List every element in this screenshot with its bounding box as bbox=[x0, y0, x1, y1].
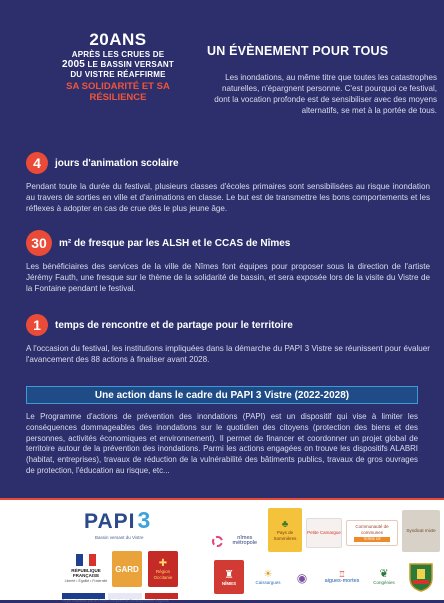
section-title: temps de rencontre et de partage pour le territoire bbox=[55, 319, 293, 331]
gard-logo bbox=[112, 551, 142, 587]
anniversary-block bbox=[44, 30, 192, 103]
petite-camargue-label: Petite Camargue bbox=[307, 530, 341, 536]
section-text: Pendant toute la durée du festival, plusieurs classes d'écoles primaires sont sensibilisées au risque inondation au travers de sorties en ville et d'animations en classe. Le but est de transmettre les bons comportements et les réflexes à adopter en cas de crue dès le plus jeune âge. bbox=[26, 182, 430, 213]
number-badge: 1 bbox=[26, 314, 48, 336]
papi-description: Le Programme d'actions de prévention des inondations (PAPI) est un dispositif qui vise à limiter les conséquences dommageables des inondations sur le quotidien des citoyens (protection des biens et des personnes, activités économiques et environnement). Il permet de financer et coordonner un projet global de territoire autour de la prévention des inondations. Parmi les actions engagées on trouve les dispositifs ALABRI (habitat, entreprises), travaux de réduction de la vulnérabilité des bâtiments publics, travaux de gros ouvrages de protection, l'éducation au risque, etc... bbox=[26, 412, 418, 475]
partner-logos-footer bbox=[0, 498, 444, 603]
section-text: Les bénéficiaires des services de la ville de Nîmes font équipes pour proposer sous la direction de l'artiste Jérémy Fauth, une fresque sur le thème de la solidarité de bassin, et sera exposée lors de la visite du Vistre de la Fontaine pendant le festival. bbox=[26, 262, 430, 293]
header-line-2: 2005 LE BASSIN VERSANT bbox=[61, 59, 174, 70]
communaute-communes-logo bbox=[346, 520, 398, 546]
occitanie-label: Région Occitanie bbox=[153, 569, 173, 580]
eu-caption: Projet cofinancé par le Fonds Européen de Développement Régional bbox=[62, 599, 169, 603]
papi-banner bbox=[26, 386, 418, 404]
event-text: Les inondations, au même titre que toutes les catastrophes naturelles, n'épargnent personne. C'est pourquoi ce festival, dont la vocation profonde est de sensibiliser avec des moyens alternatifs, se met à la portée de tous. bbox=[214, 73, 437, 115]
section-school-days bbox=[26, 152, 430, 214]
pays-sommieres-logo bbox=[268, 508, 302, 552]
leaf-icon: ❦ bbox=[379, 567, 389, 580]
papi-wordmark: PAPI bbox=[84, 510, 136, 533]
section-title: jours d'animation scolaire bbox=[55, 157, 179, 169]
nimes-metropole-logo bbox=[212, 528, 264, 554]
number-badge: 4 bbox=[26, 152, 48, 174]
com-com-bar: TERRE DE CAMARGUE bbox=[354, 537, 390, 542]
municipal-circle-logo bbox=[290, 564, 314, 592]
republique-francaise-logo bbox=[62, 548, 110, 590]
years-heading: 20ANS bbox=[89, 30, 147, 49]
dotted-ring-icon bbox=[212, 536, 223, 547]
papi3-logo bbox=[84, 507, 150, 534]
occitanie-cross-icon: ✚ bbox=[158, 558, 168, 569]
french-flag-icon bbox=[76, 554, 96, 566]
town-crest-logo bbox=[404, 558, 438, 596]
circle-emblem-icon: ◉ bbox=[296, 571, 308, 585]
number-badge: 30 bbox=[26, 230, 52, 256]
crocodile-icon: ♜ bbox=[224, 568, 234, 581]
header-line-1: APRÈS LES CRUES DE bbox=[71, 50, 165, 59]
com-com-label: Communauté de communes bbox=[355, 524, 389, 535]
year-number: 2005 bbox=[61, 59, 86, 70]
aigues-mortes-label: aigues-mortes bbox=[324, 577, 360, 584]
gard-label: GARD bbox=[115, 564, 139, 574]
sun-icon: ☀ bbox=[263, 568, 273, 580]
rf-motto: Liberté • Égalité • Fraternité bbox=[64, 578, 108, 583]
tree-icon: ♣ bbox=[281, 519, 289, 530]
nimes-label: NÎMES bbox=[221, 580, 237, 586]
vistre-syndicate-logo bbox=[402, 510, 440, 552]
shield-icon bbox=[408, 562, 434, 592]
papi-subtitle: Bassin versant du Vistre bbox=[95, 535, 144, 540]
event-intro bbox=[205, 44, 437, 116]
solidarity-heading: SA SOLIDARITÉ ET SA RÉSILIENCE bbox=[66, 81, 170, 103]
tower-icon: ♖ bbox=[338, 569, 346, 579]
section-title: m² de fresque par les ALSH et le CCAS de Nîmes bbox=[59, 237, 291, 249]
section-meeting bbox=[26, 314, 430, 365]
event-title: UN ÉVÈNEMENT POUR TOUS bbox=[207, 44, 389, 58]
congenies-logo bbox=[370, 558, 398, 594]
aigues-mortes-logo bbox=[322, 564, 362, 590]
sommieres-label: Pays de Sommières bbox=[273, 530, 297, 541]
petite-camargue-logo bbox=[306, 518, 342, 548]
papi-number: 3 bbox=[137, 507, 151, 533]
header-line-3: DU VISTRE RÉAFFIRME bbox=[70, 70, 166, 79]
caissargues-logo bbox=[254, 560, 282, 594]
rf-label: RÉPUBLIQUE FRANÇAISE bbox=[71, 567, 101, 579]
nimes-metropole-label: nîmes métropole bbox=[232, 534, 258, 546]
nimes-logo bbox=[214, 560, 244, 594]
congenies-label: Congénies bbox=[373, 579, 395, 585]
papi-banner-title: Une action dans le cadre du PAPI 3 Vistre (2022-2028) bbox=[94, 389, 350, 401]
occitanie-logo bbox=[148, 551, 178, 587]
section-fresque bbox=[26, 232, 430, 294]
vistre-syndicate-label: Syndicat mixte bbox=[406, 528, 436, 534]
caissargues-label: Caissargues bbox=[255, 579, 281, 585]
section-text: A l'occasion du festival, les institutions impliquées dans la démarche du PAPI 3 Vistre se réunissent pour évaluer l'avancement des 88 actions à finaliser avant 2028. bbox=[26, 344, 430, 364]
